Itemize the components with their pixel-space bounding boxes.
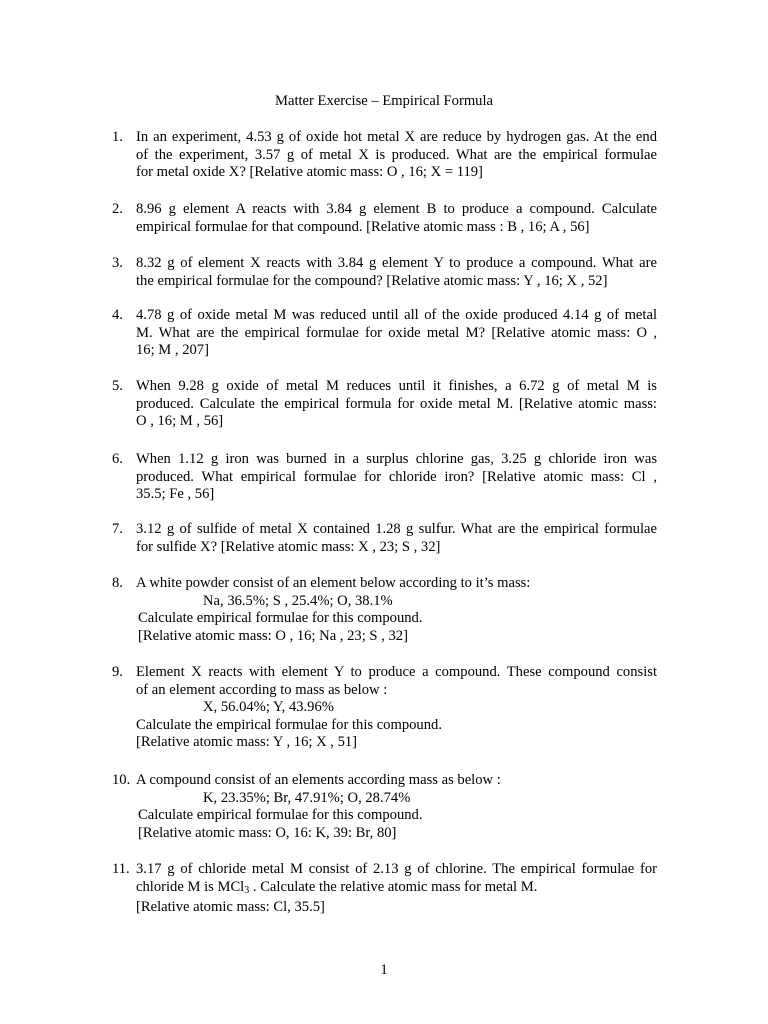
question-8 [112, 575, 657, 645]
question-text-line: 3.12 g of sulfide of metal X contained 1.28 g sulfur. What are the empirical formulae [136, 521, 657, 537]
question-5 [112, 378, 657, 431]
relative-atomic-mass: [Relative atomic mass: O, 16: K, 39: Br, 80] [138, 824, 397, 841]
question-number: 3. [112, 255, 123, 271]
question-number: 1. [112, 129, 123, 145]
question-text-line: 3.17 g of chloride metal M consist of 2.13 g of chlorine. The empirical formulae for [136, 861, 657, 877]
question-text-line: 8.96 g element A reacts with 3.84 g element B to produce a compound. Calculate [136, 201, 657, 217]
question-number: 5. [112, 378, 123, 394]
question-intro: A white powder consist of an element below according to it’s mass: [136, 575, 531, 591]
question-instruction: Calculate empirical formulae for this compound. [138, 807, 423, 823]
question-2 [112, 201, 657, 236]
question-7 [112, 521, 657, 556]
question-text-line: empirical formulae for that compound. [Relative atomic mass : B , 16; A , 56] [136, 218, 590, 235]
question-text-line: for metal oxide X? [Relative atomic mass: O , 16; X = 119] [136, 164, 483, 180]
relative-atomic-mass: [Relative atomic mass: Cl, 35.5] [136, 899, 325, 915]
question-text-line: for sulfide X? [Relative atomic mass: X , 23; S , 32] [136, 538, 441, 555]
question-1 [112, 129, 657, 182]
composition-line: X, 56.04%; Y, 43.96% [203, 699, 334, 715]
question-text-line: 4.78 g of oxide metal M was reduced until all of the oxide produced 4.14 g of metal [136, 307, 657, 323]
question-text-line: 8.32 g of element X reacts with 3.84 g element Y to produce a compound. What are [136, 255, 657, 271]
question-3 [112, 255, 657, 290]
relative-atomic-mass: [Relative atomic mass: O , 16; Na , 23; S , 32] [138, 627, 408, 644]
question-number: 10. [112, 772, 131, 788]
question-text-line: When 9.28 g oxide of metal M reduces until it finishes, a 6.72 g of metal M is [136, 378, 657, 394]
question-text-line: M. What are the empirical formulae for oxide metal M? [Relative atomic mass: O , [136, 324, 657, 341]
question-text-continuation: . Calculate the relative atomic mass for metal M. [249, 878, 538, 895]
question-number: 9. [112, 664, 123, 680]
question-intro: Element X reacts with element Y to produce a compound. These compound consist [136, 664, 657, 680]
question-11 [112, 861, 657, 917]
question-text-line: In an experiment, 4.53 g of oxide hot metal X are reduce by hydrogen gas. At the end [136, 129, 657, 145]
question-number: 8. [112, 575, 123, 591]
composition-line: Na, 36.5%; S , 25.4%; O, 38.1% [203, 592, 393, 609]
question-text-line: O , 16; M , 56] [136, 413, 224, 429]
question-text-line: produced. Calculate the empirical formula for oxide metal M. [Relative atomic mass: [136, 395, 657, 412]
question-text-line: the empirical formulae for the compound? [Relative atomic mass: Y , 16; X , 52] [136, 272, 608, 289]
relative-atomic-mass: [Relative atomic mass: Y , 16; X , 51] [136, 734, 358, 750]
composition-line: K, 23.35%; Br, 47.91%; O, 28.74% [203, 789, 411, 806]
question-number: 6. [112, 451, 123, 467]
question-number: 7. [112, 521, 123, 537]
formula-text: chloride M is MCl [136, 878, 245, 895]
question-text-line: 16; M , 207] [136, 342, 209, 358]
question-number: 11. [112, 861, 130, 877]
question-instruction: Calculate the empirical formulae for this compound. [136, 716, 442, 733]
page-number: 1 [380, 962, 388, 978]
question-intro: A compound consist of an elements according mass as below : [136, 772, 501, 788]
question-text-line: When 1.12 g iron was burned in a surplus chlorine gas, 3.25 g chloride iron was [136, 451, 657, 467]
document-title: Matter Exercise – Empirical Formula [274, 93, 494, 109]
question-text-line [136, 879, 657, 900]
question-instruction: Calculate empirical formulae for this compound. [138, 610, 423, 626]
question-intro: of an element according to mass as below : [136, 681, 388, 698]
question-text-line: 35.5; Fe , 56] [136, 486, 215, 502]
question-10 [112, 772, 657, 842]
question-text-line: produced. What empirical formulae for chloride iron? [Relative atomic mass: Cl , [136, 468, 657, 485]
question-number: 2. [112, 201, 123, 217]
question-number: 4. [112, 307, 123, 323]
formula-subscript: 3 [244, 884, 250, 896]
question-4 [112, 307, 657, 360]
question-6 [112, 451, 657, 504]
question-9 [112, 664, 657, 752]
question-text-line: of the experiment, 3.57 g of metal X is produced. What are the empirical formulae [136, 146, 657, 163]
